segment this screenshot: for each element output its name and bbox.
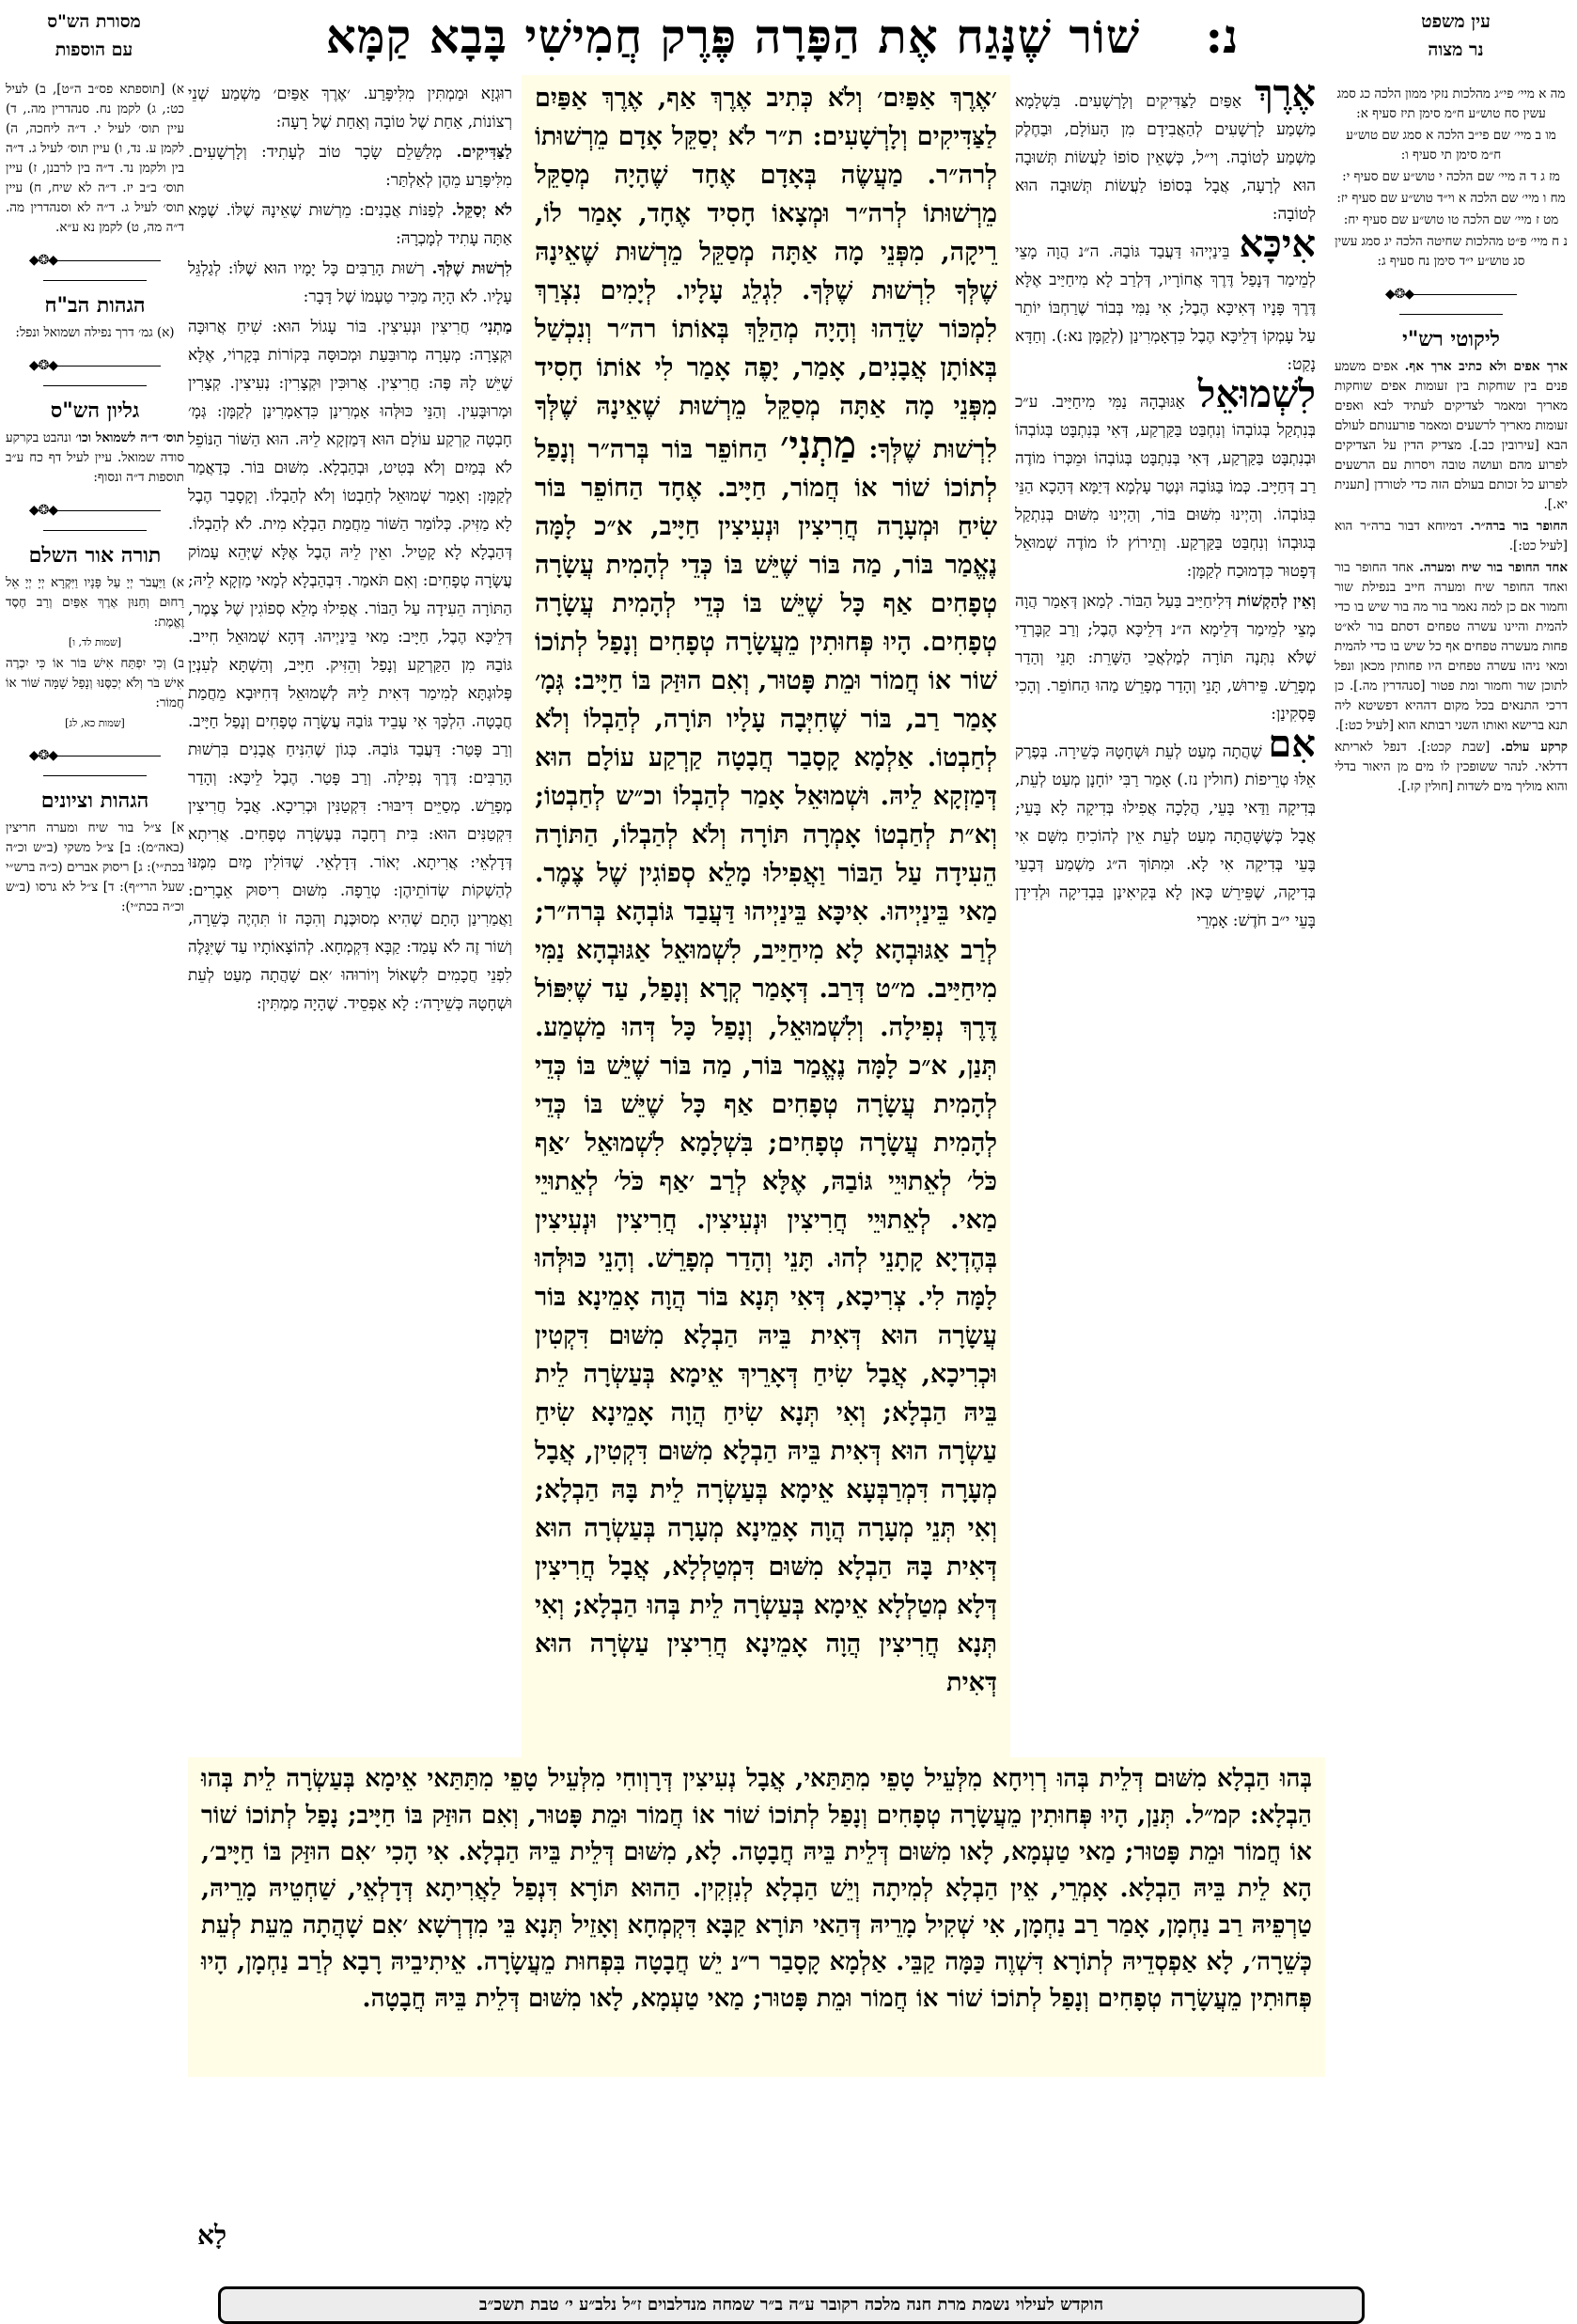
hagahot-habach-title: הגהות הב"ח (44, 293, 146, 318)
likutei-rashi-paragraph (1335, 738, 1568, 797)
masoret-heading-line1: מסורת הש"ס (47, 11, 141, 32)
gilyon-hashas-text (6, 429, 184, 488)
ornament-divider: ◆❂◆ (1335, 285, 1568, 324)
rashi-paragraph (1015, 222, 1316, 379)
gemara-body: אָמַר רַב, בּוֹר שֶׁחִיְּבָה עָלָיו תּוֹרָה, לְהַבְלוֹ וְלֹא לְחַבְטוֹ. אַלְמָא קָסָבַר חֲבָטָה קַרְקַע עוֹלָם הוּא דְּמַזְקָא לֵיהּ. וּשְׁמוּאֵל אָמַר לְהַבְלוֹ וכ״ש לְחַבְטוֹ; וְא״ת לְחַבְטוֹ אָמְרָה תּוֹרָה וְלֹא לְהַבְלוֹ, הַתּוֹרָה הֵעִידָה עַל הַבּוֹר וַאֲפִילוּ מָלֵא סְפוֹגִין שֶׁל צֶמֶר. מַאי בֵּינַיְיהוּ. אִיכָּא בֵּינַיְיהוּ דַּעֲבַד גּוֹבְהָא בְּרה״ר; לְרַב אַגּוּבְהָא לָא מִיחַיַּיב, לִשְׁמוּאֵל אַגּוּבְהָא נַמִּי מִיחַיַּיב. מ״ט דְּרַב. דְּאָמַר קְרָא וְנָפַל, עַד שֶׁיִּפּוֹל דֶּרֶךְ נְפִילָה. וְלִשְׁמוּאֵל, וְנָפַל כָּל דְּהוּ מַשְׁמַע. תְּנַן, א״כ לָמָּה נֶאֱמַר בּוֹר, מַה בּוֹר שֶׁיֵּשׁ בּוֹ כְּדֵי לְהָמִית עֲשָׂרָה טְפָחִים אַף כָּל שֶׁיֵּשׁ בּוֹ כְּדֵי לְהָמִית עֲשָׂרָה טְפָחִים; בִּשְׁלָמָא לִשְׁמוּאֵל ׳אַף כֹּל׳ לְאֵתוּיֵי גּוֹבַהּ, אֶלָּא לְרַב ׳אַף כֹּל׳ לְאֵתוּיֵי מַאי. לְאֵתוּיֵי חֲרִיצִין וּנְעִיצִין. חֲרִיצִין וּנְעִיצִין בְּהֶדְיָא קָתָנֵי לְהוּ. תָּנֵי וְהָדַר מְפָרֵשׁ. וְהָנֵי כּוּלְּהוּ לָמָּה לִי. צְרִיכָא, דְּאִי תְּנָא בּוֹר הֲוָה אָמֵינָא בּוֹר עֲשָׂרָה הוּא דְּאִית בֵּיהּ הַבְלָא מִשּׁוּם דִּקְטִין וּכְרִיכָא, אֲבָל שִׂיחַ דְּאָרֵיךְ אֵימָא בְּעַשְׂרָה לֵית בֵּיהּ הַבְלָא; וְאִי תְּנָא שִׂיחַ הֲוָה אָמֵינָא שִׂיחַ עַשְׂרָה הוּא דְּאִית בֵּיהּ הַבְלָא מִשּׁוּם דִּקְטִין, אֲבָל מְעָרָה דִּמְרַבְּעָא אֵימָא בְּעַשְׂרָה לֵית בָּהּ הַבְלָא; וְאִי תְּנֵי מְעָרָה הֲוָה אָמֵינָא מְעָרָה בְּעַשְׂרָה הוּא דְּאִית בָּהּ הַבְלָא מִשּׁוּם דִּמְטַלְלָא, אֲבָל חֲרִיצִין דְּלָא מְטַלְלָא אֵימָא בְּעַשְׂרָה לֵית בְּהוּ הַבְלָא; וְאִי תְּנָא חֲרִיצִין הֲוָה אָמֵינָא חֲרִיצִין עַשְׂרָה הוּא דְּאִית (535, 705, 997, 1697)
paragraph-text: [שבת קכט:]. דנפל לאריתא דדלאי. לנהר ששופכין לו מים מן היאור בדלי והוא מוליך מים לשדות [חולין קז.]. (1335, 740, 1568, 794)
ein-mishpat-entry: מח ו מיי׳ שם הלכה א וי״ד טוש״ע שם סעיף יז: (1336, 191, 1566, 206)
ein-mishpat-section (1335, 85, 1568, 272)
ein-mishpat-entry: מה א מיי׳ פי״ג מהלכות נזקי ממון הלכה כג סמג עשין סח טוש״ע ח״מ סימן תיז סעיף א: (1336, 86, 1566, 121)
masoret-heading-line2: עם הוספות (55, 39, 133, 60)
rashi-lead-word: לִשְׁמוּאֵל (1197, 372, 1316, 416)
likutei-rashi-paragraph (1335, 558, 1568, 736)
verse-text: ב) וְכִי יִפְתַּח אִישׁ בּוֹר אוֹ כִּי יִכְרֶה אִישׁ בֹּר וְלֹא יְכַסֶּנּוּ וְנָפַל שָׁמָּה שּׁוֹר אוֹ חֲמוֹר: (6, 656, 184, 710)
paragraph-text: מְלַשֵּׁלֵם שָׂכָר טוֹב לְעָתִיד: וְלָרְשָׁעִים. מִלִּיפָּרַע מֵהֶן לְאַלְתַּר: (188, 143, 512, 190)
gemara-wide-block (188, 1757, 1325, 2077)
gilyon-hashas-lead: תוס׳ ד״ה לשמואל וכו׳ (75, 430, 184, 445)
left-inner-commentary-column (188, 80, 512, 1997)
paragraph-text: אפים משמע פנים בין שוחקות בין זעומות אפים שוחקות מאריך ומאמר לצדיקים לעתיד לבא ואפים זעומות מאריך לרשעים ומאמר פורענותם לעולם הבא [עירובין כב.]. מצדיק הדין על הצדיקים לפרוע מהם ועושה טובה ויסרות עם הרשעים לפרוע כל זכותם בעולם הזה כדי לטורדן [תענית יא.]. (1335, 359, 1568, 512)
gilyon-hashas-body: ונהבט בקרקע סודה שמואל. עיין לעיל דף כח ע״ב תוספות ד״ה ונסוף: (6, 430, 184, 485)
torah-or-verse (6, 654, 184, 733)
mishna-text: הַחוֹפֵר בּוֹר בְּרה״ר וְנָפַל לְתוֹכוֹ שׁוֹר אוֹ חֲמוֹר, חַיָּיב. אֶחָד הַחוֹפֵר בּוֹר שִׂיחַ וּמְעָרָה חֲרִיצִין וּנְעִיצִין חַיָּיב, א״כ לָמָּה נֶאֱמַר בּוֹר, מַה בּוֹר שֶׁיֵּשׁ בּוֹ כְּדֵי לְהָמִית עֲשָׂרָה טְפָחִים אַף כָּל שֶׁיֵּשׁ בּוֹ כְּדֵי לְהָמִית עֲשָׂרָה טְפָחִים. הָיוּ פְּחוּתִין מֵעֲשָׂרָה טְפָחִים וְנָפַל לְתוֹכוֹ שׁוֹר אוֹ חֲמוֹר וּמֵת פָּטוּר, וְאִם הוּזַּק בּוֹ חַיָּיב: (535, 435, 997, 695)
ein-mishpat-heading (1335, 8, 1577, 64)
dibbur-hamatchil: לַצַּדִּיקִים. (456, 143, 512, 162)
ein-mishpat-entry: נ ח מיי׳ פ״ט מהלכות שחיטה הלכה יג סמג עשין סג טוש״ע י״ד סימן נח סעיף ג: (1335, 234, 1568, 269)
ein-mishpat-heading-line1: עין משפט (1421, 11, 1491, 32)
paragraph-text: לְפַנּוֹת אֲבָנִים: מֵרְשׁוּת שֶׁאֵינָהּ שֶׁלּוֹ. שֶׁמָּא אַתָּה עָתִיד לְמָכְרָהּ: (188, 201, 512, 248)
rashi-lead-word: וְאֵין לְהַקְשׁוֹת (1237, 592, 1316, 611)
verse-source: [שמות לד, ו] (68, 636, 122, 648)
likutei-rashi-paragraph (1335, 357, 1568, 515)
commentary-paragraph (188, 196, 512, 253)
gemara-wide-text: בְּהוּ הַבְלָא מִשּׁוּם דְּלֵית בְּהוּ רְוִיחָא מִלְּעֵיל טָפֵי מִתַּתַּאי, אֲבָל נְעִיצִין דְּרָוְוחִי מִלְּעֵיל טָפֵי מִתַּתַּאי אֵימָא בְּעַשְׂרָה לֵית בְּהוּ הַבְלָא: קמ״ל. תְּנַן, הָיוּ פְּחוּתִין מֵעֲשָׂרָה טְפָחִים וְנָפַל לְתוֹכוֹ שׁוֹר אוֹ חֲמוֹר וּמֵת פָּטוּר, וְאִם הוּזַּק בּוֹ חַיָּיב; נָפַל לְתוֹכוֹ שׁוֹר אוֹ חֲמוֹר וּמֵת פָּטוּר; מַאי טַעְמָא, לָאו מִשּׁוּם דְּלֵית בֵּיהּ חֲבָטָה. לָא, מִשּׁוּם דְּלֵית בֵּיהּ הַבְלָא. אִי הָכִי ׳אִם הוּזַּק בּוֹ חַיָּיב׳, הָא לֵית בֵּיהּ הַבְלָא. אָמְרֵי, אֵין הַבְלָא לְמִיתָה וְיֵשׁ הַבְלָא לְנִזְקִין. הַהוּא תּוֹרָא דִּנְפַל לַאֲרִיתָא דְּדָלְאֵי, שַׁחְטֵיהּ מָרֵיהּ, טַרְפֵיהּ רַב נַחְמָן, אָמַר רַב נַחְמָן, אִי שְׁקִיל מָרֵיהּ דְּהַאי תּוֹרָא קַבָּא דִּקְמְחָא וְאָזֵיל תְּנָא בֵּי מִדְרְשָׁא ׳אִם שָׁהֲתָה מֵעֵת לְעֵת כְּשֵׁרָה׳, לָא אַפְסְדֵיהּ לְתוֹרָא דִּשְׁוֶה כַּמָּה קַבֵּי. אַלְמָא קָסָבַר ר״נ יֵשׁ חֲבָטָה בִּפְחוּת מֵעֲשָׂרָה. אֵיתִיבֵיהּ רָבָא לְרַב נַחְמָן, הָיוּ פְּחוּתִין מֵעֲשָׂרָה טְפָחִים וְנָפַל לְתוֹכוֹ שׁוֹר אוֹ חֲמוֹר וּמֵת פָּטוּר; מַאי טַעְמָא, לָאו מִשּׁוּם דְּלֵית בֵּיהּ חֲבָטָה. (201, 1765, 1312, 2013)
ornament-divider: ◆❂◆ (6, 251, 184, 290)
ein-mishpat-entry: מט ז מיי׳ שם הלכה טו טוש״ע שם סעיף יח: (1343, 212, 1559, 227)
likutei-rashi-title: ליקוטי רש"י (1402, 327, 1500, 351)
page-title: שׁוֹר שֶׁנָּגַח אֶת הַפָּרָה פֶּרֶק חֲמִישִׁי בָּבָא קַמָּא (325, 8, 1141, 64)
commentary-paragraph (188, 138, 512, 195)
rashi-paragraph (1015, 587, 1316, 728)
rashi-lead-word: אִיכָּא (1239, 222, 1316, 266)
dibbur-hamatchil: מַתְנִי׳ (479, 318, 512, 336)
dibbur-hamatchil: לִרְשׁוּת שֶׁלְּךָ. (431, 259, 512, 278)
dibbur-hamatchil: החופר בור ברה״ר. (1470, 519, 1568, 534)
rashi-paragraph (1015, 80, 1316, 228)
paragraph-text: אחד החופר בור ואחד החופר שיח ומערה חייב בנפילת שור וחמור אם כן למה נאמר בור מה בור שיש בו כדי להמית והיינו עשרה טפחים דסתם בור לא״ט פחות מעשרה טפחים אף כל שיש בו כדי להמית ומאי ניהו עשרה טפחים היו פחותין מכאן ונפל לתוכן שור וחמור ומת פטור [סנהדרין מה.]. כן דרכי התנאים בכל מקום דההיא דפשיטא ליה תנא ברישא ואותו השני רבותא הוא [לעיל כט:]. (1335, 560, 1568, 733)
dibbur-hamatchil: ארך אפים ולא כתיב ארך אף. (1404, 359, 1568, 374)
paragraph-text: אַפַּיִם לַצַּדִּיקִים וְלָרְשָׁעִים. בִּשְׁלָמָא מַשְׁמַע לָרְשָׁעִים לְהַאֲבִידָם מִן הָעוֹלָם, וּבַחֶלֶק מַשְׁמַע לְטוֹבָה. וְי״ל, כְּשֶׁאֵין סוֹפוֹ לַעֲשׂוֹת תְּשׁוּבָה הוּא לְרָעָה, אֲבָל בְּסוֹפוֹ לַעֲשׂוֹת תְּשׁוּבָה הוּא לְטוֹבָה: (1015, 92, 1316, 224)
paragraph-text: דְּלִיחַיַּיב בַּעַל הַבּוֹר. לְמַאן דְּאָמַר הֲוָה מָצֵי לְמֵימַר דְּלֵימָא ה״נ דְּלֵיכָּא הֶבֶל; וְרַב קַבָּרְדֵי שֶׁלֹּא נִתְּנָה תּוֹרָה לְמַלְאֲכֵי הַשָּׁרֵת: תָּנֵי וְהַדַר מְפָרֵשׁ. פֵּירוּשׁ, תָּנֵי וְהָדַר מְפָרֵשׁ מַהוּ הַחוֹפֵר. וְהָכִי פָּסְקִינַן: (1015, 592, 1316, 724)
paragraph-text: רְשׁוּת הָרַבִּים כָּל יָמָיו הוּא שֶׁלּוֹ: לְגַלְגֵּל עָלָיו. לֹא הָיָה מַכִּיר טַעְמוֹ שֶׁל דָּבָר: (188, 259, 512, 306)
commentary-paragraph: רוּגְזָא וּמַמְתִּין מִלִּיפָּרַע. ׳אֶרֶךְ אַפַּיִם׳ מַשְׁמַע שְׁנֵי רְצוֹנוֹת, אַחַת שֶׁל טוֹבָה וְאַחַת שֶׁל רָעָה: (188, 85, 512, 132)
ein-mishpat-heading-line2: נר מצוה (1428, 39, 1484, 60)
right-margin-column (1335, 85, 1568, 799)
torah-or-verse (6, 573, 184, 652)
hagahot-vetziyunim-text: א] צ״ל בור שיח ומערה חריצין (באה״מ): ב] צ״ל משקי (ב״ש וכ״ה בכת״י): ג] ריסוק אברים (כ״ה ברש״י שעל הרי״ף): ד] צ״ל לא גרסו (ב״ש וכ״ה בכת״י): (6, 820, 184, 914)
paragraph-text: חֲרִיצִין וּנְעִיצִין. בּוֹר עָגוֹל הוּא: שִׁיחַ אֲרוּכָּה וּקְצָרָה: מְעָרָה מְרוּבַּעַת וּמְכוּסָּה בְּקוֹרוֹת בְּקָרוֹי, אֶלָּא שֶׁיֵּשׁ לָהּ פֶּה: חֲרִיצִין. אֲרוּכִּין וּקְצָרִין: נְעִיצִין. קְצָרִין וּמְרוּבָּעִין. וְהַנֵּי כּוּלְּהוּ אָמְרִינַן כִּדְאַמְרִינַן לְקַמָּן: גְּמָ׳ חָבְטָה קַרְקַע עוֹלָם הוּא דְּמַזְקָא לֵיהּ. הוּא הַשּׁוֹר הַנּוֹפֵל לֹא בְּמַיִם וְלֹא בְּטִיט, וּבְהַבְלָא. מִשּׁוּם בּוֹר. כְּדַאֲמַר לְקַמָּן: וְאָמַר שְׁמוּאֵל לְחַבְטוֹ וְלֹא לְהַבְלוֹ. וְקָסָבַר הֶבֶל לָא מַזִּיק. כְּלוֹמַר הַשּׁוֹר מֵחֲמַת הַבְלָא מִית. לֹא לְהַבְלוֹ. דְּהַבְלָא לָא קָטֵיל. ואֵין לֵיהּ הֶבֶל אֶלָּא שֶׁיְּהֵא עָמוֹק עֲשָׂרָה טְפָחִים: וְאִם תֹּאמַר. דִּבְהַבְלָא לְמָאי מַזְקָא לֵיהּ; הַתּוֹרָה הֵעִידָה עַל הַבּוֹר. אֲפִילוּ מָלֵא סְפוֹגִין שֶׁל צֶמֶר, דְּלֵיכָּא הֶבֶל, חַיָּיב: מַאי בֵּינַיְיהוּ. דְּהָא שְׁמוּאֵל חִייב. גּוֹבַהּ מִן הַקַּרְקַע וְנָפַל וְהֵזִּיק. חַיָּיב, וְהַשְׁתָּא לְעִנְיַן פְּלוּגְתָּא לְמִימַר דְּאִית לֵיהּ לְשְׁמוּאֵל דְּחִיּוּבָא מֵחֲמַת חֲבָטָה. הִלְכָּךְ אִי עָבֵיד גּוֹבַהּ עֲשָׂרָה טְפָחִים וְנָפַל חַיָּיב. וְרַב פָּטַר: דַּעֲבַד גּוֹבַהּ. כְּגוֹן שֶׁהִנִּיחַ אֲבָנִים בִּרְשׁוּת הָרַבִּים: דֶּרֶךְ נְפִילָה. וְרַב פָּטַר. הֶבֶל לֵיכָּא: וְהָדַר מְפָרֵשׁ. מְסַיֵּים דִּיבּוּר: דִּקְטַנִּין וּכְרִיכָא. אֲבָל חֲרִיצִין דִּקְטַנִּים הוּא: בִּית רְחָבָה בְּעֶשְׂרָה טְפָחִים. אֲרִיתָא דְּדָלְאֵי: אֲרִיתָא. יְאוֹר. דְּדָלְאֵי. שֶׁדּוֹלִין מַיִם מִמֶּנּוּ לְהַשְׁקוֹת שְׂדוֹתֵיהֶן: טְרֵפָה. מִשּׁוּם רִיסּוּק אֵבָרִים: וַאֲמַרִינַן הָתָם שֶׁהִיא מְסוּכֶּנֶת וְהִכָּה זוֹ תִּהְיֶה כְּשֵׁרָה, וְשׁוֹר זֶה לֹא עָמַד: קַבָּא דִּקְמְחָא. לְהוֹצָאוֹתָיו עַד שֶׁיִּגָּלֶה לִפְנֵי חֲכָמִים לִשְׁאוֹל וְיוֹרוּהוּ ׳אִם שָׁהֲתָה מְעַט לְעֵת וּשְׁחָטָהּ כְּשֵׁירָה׳: לָא אַפְסֵיד. שֶׁהָיָה מַמְתִּין: (188, 318, 512, 1013)
hagahot-habach-text: (א) גמ׳ דרך נפילה ושמואל ונפל: (15, 325, 175, 340)
dedication-footer: הוקדש לעילוי נשמת מרת חנה מלכה רקובר ע״ה ב״ר שמחה מנדלבוים ז״ל נלב״ע י׳ טבת תשכ״ב (218, 2286, 1365, 2324)
torah-or-title: תורה אור השלם (28, 543, 162, 568)
ein-mishpat-entry: מז ג ד ה מיי׳ שם הלכה י טוש״ע שם סעיף י: (1342, 169, 1560, 184)
commentary-paragraph (188, 255, 512, 311)
ein-mishpat-entry: מו ב מיי׳ שם פי״ב הלכה א סמג שם טוש״ע ח״מ סימן תי סעיף ו: (1346, 128, 1556, 163)
ornament-divider: ◆❂◆ (6, 501, 184, 540)
catchword: לָא (197, 2220, 227, 2251)
masoret-hashas-section: א) [תוספתא פס״ב ה״ט], ב) לעיל כט:, ג) לקמן נח. סנהדרין מה., ד) עיין תוס׳ לעיל י. ד״ה ליחכה, ה) לקמן ע. נד, ו) עיין תוס׳ לעיל ג. ד״ה בין ולקמן נד. ד״ה בין לרבנן, ז) עיין תוס׳ ב״ב יז. ד״ה לא שיח, ח) עיין תוס׳ לעיל ג. ד״ה לא וסנהדרין מה. ד״ה מה, ט) לקמן נא ע״א. (6, 82, 184, 235)
page-header (0, 0, 1577, 75)
folio-number: נ: (1205, 8, 1239, 64)
mishna-label: מַתְנִי׳ (780, 423, 856, 467)
dibbur-hamatchil: לֹא יְסַקֵּל. (451, 201, 512, 220)
rashi-column (1015, 80, 1316, 1757)
hagahot-vetziyunim-title: הגהות וציונים (40, 788, 149, 813)
gemara-opening: ׳אֶרֶךְ אַפַּיִם׳ וְלֹא כְּתִיב אֶרֶךְ אַף, אֶרֶךְ אַפַּיִם לַצַּדִּיקִים וְלָרְשָׁעִים: ת״ר לֹא יְסַקֵּל אָדָם מֵרְשׁוּתוֹ לְרה״ר. מַעֲשֶׂה בְּאָדָם אֶחָד שֶׁהָיָה מְסַקֵּל מֵרְשׁוּתוֹ לְרה״ר וּמְצָאוֹ חָסִיד אֶחָד, אָמַר לוֹ, רֵיקָה, מִפְּנֵי מָה אַתָּה מְסַקֵּל מֵרְשׁוּת שֶׁאֵינָהּ שֶׁלְּךָ לִרְשׁוּת שֶׁלְּךָ. לִגְלֵג עָלָיו. לְיָמִים נִצְרַךְ לִמְכּוֹר שָׂדֵהוּ וְהָיָה מְהַלֵּךְ בְּאוֹתוֹ רה״ר וְנִכְשַׁל בְּאוֹתָן אֲבָנִים, אָמַר, יָפֶה אָמַר לִי אוֹתוֹ חָסִיד מִפְּנֵי מָה אַתָּה מְסַקֵּל מֵרְשׁוּת שֶׁאֵינָהּ שֶׁלְּךָ לִרְשׁוּת שֶׁלְּךָ: (535, 84, 998, 464)
masoret-heading (0, 8, 188, 64)
gemara-text (522, 75, 1010, 1757)
paragraph-text: שֶׁהֲתָה מְעַט לְעֵת וּשְׁחָטָהּ כְּשֵׁירָה. בְּפֶרֶק אֵלּוּ טְרֵיפוֹת (חולין נז.) אָמַר רַבִּי יוֹחָנָן מְעַט לְעֵת, בְּדִיקָה וַדַּאי בָּעֵי, הֲלָכָה אֲפִילוּ בְּדִיקָה לָא בָּעֵי; אֲבָל כְּשֶׁשָּׁהֲתָה מְעַט לְעֵת אֵין לְהוֹכִיחַ מִשָּׁם אִי בָּעֵי בְּדִיקָה אִי לָא. וּמִתּוֹךְ ה״ג מַשְׁמַע דְּבָעֵי בְּדִיקָה, שֶׁפֵּירֵשׁ כָּאן לָא בְּקִיאִינַן בִּבְדִיקָה וּלְדִידָן בָּעֵי י״ב חֹדֶשׁ: אָמְרֵי (1015, 742, 1316, 930)
likutei-rashi-paragraph (1335, 517, 1568, 556)
dibbur-hamatchil: אחד החופר בור שיח ומערה. (1419, 560, 1568, 575)
rashi-lead-word: אֶרֶךְ (1255, 80, 1316, 116)
gilyon-hashas-title: גליון הש"ס (50, 398, 140, 423)
ornament-divider: ◆❂◆ (6, 356, 184, 396)
paragraph-text: אַגּוּבְהָהּ נַמִּי מִיחַיַּיב. ע״כ בְּנִתְקַל בְּגוֹבְהוֹ וְנִחְבַּט בַּקַּרְקַע, דְּאִי בְּנִתְבָּט בְּגוֹבְהוֹ וּבְנִתְבָּט בַּקַּרְקַע, דְּאִי בְּנִתְבָּט בְּגוֹבְהוֹ וּמֵכְּרוֹ מוֹדֶה רַב דְּחַיָּיב. כְּמוֹ בַּגּוֹבַהּ וּנְטַר עָלְמָא דְּיַמָּא דְּהָכָא הַנֵּי בִּגּוֹבְהוֹ. וְהַיְינוּ מִשּׁוּם בּוֹר, וְהַיְינוּ מִשּׁוּם בְּנִתְקַל בְּגוּבְהוֹ וְנִחְבַּט בַּקַּרְקַע. וְתֵירוֹץ לוֹ מוֹדֶה שְׁמוּאֵל דְּפָטוּר כִּדְמוּכַח לְקַמָּן: (1015, 393, 1316, 581)
left-margin-column (6, 80, 184, 917)
rashi-lead-word: אִם (1268, 722, 1316, 766)
gemara-main-block (522, 75, 1010, 1757)
likutei-rashi-section (1335, 357, 1568, 797)
dibbur-hamatchil: קרקע עולם. (1500, 740, 1568, 755)
verse-text: א) וַיַּעֲבֹר יְיָ עַל פָּנָיו וַיִּקְרָא יְיָ יְיָ אֵל רַחוּם וְחַנּוּן אֶרֶךְ אַפַּיִם וְרַב חֶסֶד וֶאֱמֶת: (6, 575, 184, 630)
verse-source: [שמות כא, לג] (65, 717, 125, 729)
rashi-paragraph (1015, 722, 1316, 935)
commentary-paragraph (188, 313, 512, 1018)
paragraph-text: דמיוחא דבור ברה״ר הוא [לעיל כט:]. (1335, 519, 1568, 554)
gemara-label: גְּמָ׳ (535, 666, 565, 695)
ornament-divider: ◆❂◆ (6, 746, 184, 786)
paragraph-text: בֵּינַיְיהוּ דַּעֲבַד גּוֹבַהּ. ה״נ הֲוָה מָצֵי לְמֵימַר דְּנָפַל דֶּרֶךְ אֲחוֹרָיו, דְּלְרַב לָא מִיחַיַּיב אֶלָּא דֶּרֶךְ פָּנָיו דְּאִיכָּא הֶבֶל; אִי נַמִּי בְּבוֹר שֶׁרַחְבּוֹ יוֹתֵר עַל עָמְקוֹ דְּלֵיכָּא הֶבֶל כִּדְאָמְרִינַן (לְקַמָּן נא:). וְחַדָּא נָקַט: (1015, 242, 1316, 374)
rashi-paragraph (1015, 372, 1316, 585)
